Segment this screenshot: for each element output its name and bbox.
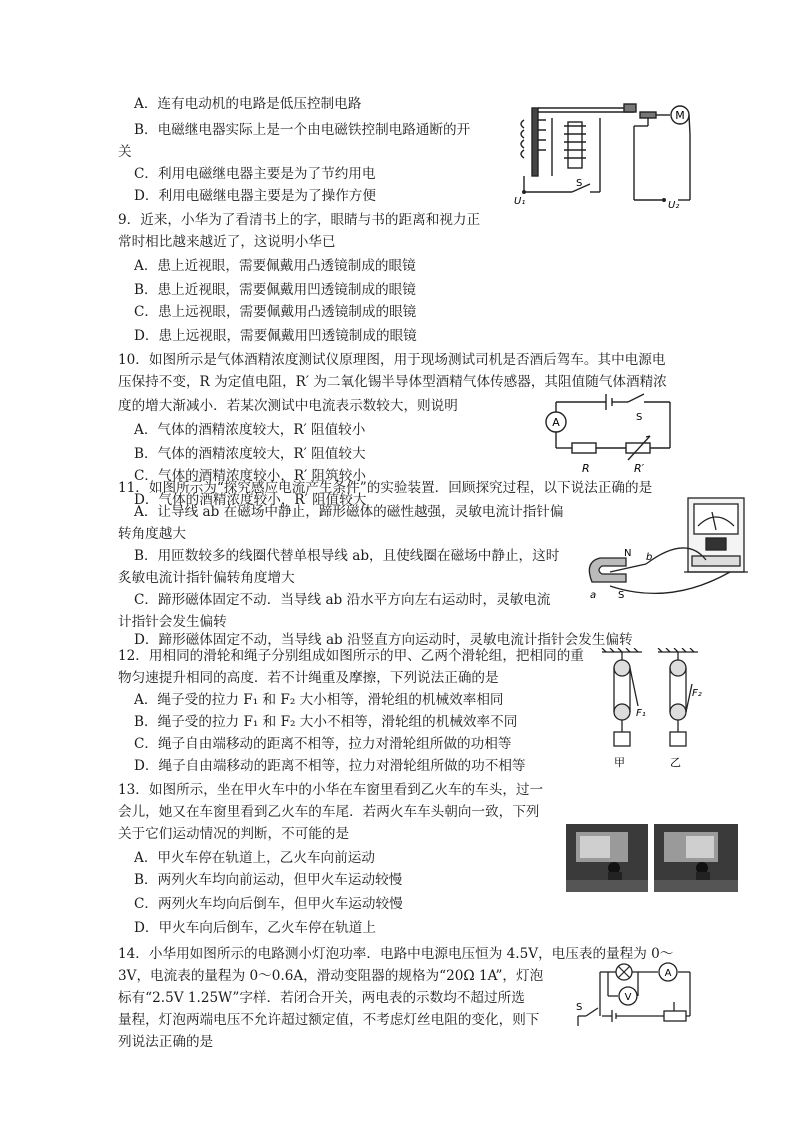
q12-option-a: A．绳子受的拉力 F₁ 和 F₂ 大小相等，滑轮组的机械效率相同 [134,692,504,708]
photo-1 [566,824,648,892]
q10-option-c: C．气体的酒精浓度较小，R′ 阻筑较小 [134,468,366,484]
q13-option-b: B．两列火车均向前运动，但甲火车运动较慢 [134,872,403,888]
q12-stem-cont: 物匀速提升相同的高度．若不计绳重及摩擦，下列说法正确的是 [118,670,499,686]
force-f1-label: F₁ [636,708,646,719]
relay-circuit-figure [514,100,704,212]
induction-experiment-figure [586,494,766,606]
wire-end-b-label: b [646,552,653,563]
force-f2-label: F₂ [692,688,702,699]
ammeter-label: A [552,416,560,429]
q11-option-c-cont: 计指针会发生偏转 [118,614,227,630]
q8-option-b-cont: 关 [118,144,132,160]
sensor-r-prime-label: R′ [634,462,645,475]
wire-end-a-label: a [590,590,597,601]
train-window-photos-figure [566,824,738,892]
q10-stem: 10．如图所示是气体酒精浓度测试仪原理图，用于现场测试司机是否酒后驾车。其中电源电 [118,352,666,368]
q11-option-c: C．蹄形磁体固定不动．当导线 ab 沿水平方向左右运动时，灵敏电流 [134,592,551,608]
q9-option-c: C．患上远视眼，需要佩戴用凸透镜制成的眼镜 [134,304,417,320]
q11-option-b-cont: 炙敏电流计指针偏转角度增大 [118,570,295,586]
q9-option-d: D．患上远视眼，需要佩戴用凹透镜制成的眼镜 [134,328,417,344]
q9-stem: 9．近来，小华为了看清书上的字，眼睛与书的距离和视力正 [118,212,481,228]
q9-option-a: A．患上近视眼，需要佩戴用凸透镜制成的眼镜 [134,258,416,274]
q10-option-d: D．气体的酒精浓度较小，R′ 阻值较大 [134,492,367,508]
u2-label: U₂ [668,200,680,211]
q12-option-c: C．绳子自由端移动的距离不相等，拉力对滑轮组所做的功相等 [134,736,512,752]
q8-option-d: D．利用电磁继电器主要是为了操作方便 [134,188,376,204]
pulley-jia-label: 甲 [614,756,625,769]
q11-stem: 11．如图所示为“探究感应电流产生条件”的实验装置．回顾探究过程，以下说法正确的是 [118,480,653,496]
q10-option-a: A．气体的酒精浓度较大，R′ 阻值较小 [134,422,366,438]
motor-label: M [675,109,685,122]
q14-switch-label: S [576,1002,583,1013]
pulley-yi-label: 乙 [670,756,681,769]
q10-option-b: B．气体的酒精浓度较大，R′ 阻值较大 [134,446,366,462]
q14-stem-cont-1: 3V，电流表的量程为 0～0.6A，滑动变阻器的规格为“20Ω 1A”，灯泡 [118,968,544,984]
q12-option-d: D．绳子自由端移动的距离不相等，拉力对滑轮组所做的功不相等 [134,758,526,774]
lamp-power-circuit-figure [572,962,702,1030]
q13-stem-cont-2: 关于它们运动情况的判断，不可能的是 [118,826,350,842]
q14-stem-cont-4: 列说法正确的是 [118,1034,214,1050]
alcohol-tester-circuit-figure [540,392,680,480]
q14-stem-cont-2: 标有“2.5V 1.25W”字样．若闭合开关，两电表的示数均不超过所选 [118,990,525,1006]
q13-stem: 13．如图所示，坐在甲火车中的小华在车窗里看到乙火车的车头，过一 [118,782,544,798]
q10-stem-cont-2: 度的增大渐减小．若某次测试中电流表示数较大，则说明 [118,398,458,414]
north-pole-label: N [624,548,632,559]
q13-option-d: D．甲火车向后倒车，乙火车停在轨道上 [134,920,376,936]
u1-label: U₁ [514,196,526,207]
q9-stem-cont: 常时相比越来越近了，这说明小华已 [118,234,336,250]
q11-option-a: A．让导线 ab 在磁场中静止，蹄形磁体的磁性越强，灵敏电流计指针偏 [134,504,564,520]
resistor-r-label: R [582,462,590,475]
switch-label: S [636,412,643,423]
q14-ammeter-label: A [664,968,672,979]
south-pole-label: S [618,590,625,601]
q13-option-a: A．甲火车停在轨道上，乙火车向前运动 [134,850,375,866]
q11-option-d: D．蹄形磁体固定不动，当导线 ab 沿竖直方向运动时，灵敏电流计指针会发生偏转 [134,632,633,648]
q12-option-b: B．绳子受的拉力 F₁ 和 F₂ 大小不相等，滑轮组的机械效率不同 [134,714,518,730]
voltmeter-label: V [624,992,632,1003]
q11-option-b: B．用匝数较多的线圈代替单根导线 ab，且使线圈在磁场中静止，这时 [134,548,560,564]
q12-stem: 12．用相同的滑轮和绳子分别组成如图所示的甲、乙两个滑轮组，把相同的重 [118,648,584,664]
q8-option-a: A．连有电动机的电路是低压控制电路 [134,96,362,112]
q9-option-b: B．患上近视眼，需要佩戴用凹透镜制成的眼镜 [134,282,416,298]
photo-2 [654,824,738,892]
pulley-systems-figure [598,648,708,772]
q13-stem-cont-1: 会儿，她又在车窗里看到乙火车的车尾．若两火车车头朝向一致，下列 [118,804,540,820]
q8-option-b: B．电磁继电器实际上是一个由电磁铁控制电路通断的开 [134,122,471,138]
relay-switch-label: S [576,178,583,189]
q13-option-c: C．两列火车均向后倒车，但甲火车运动较慢 [134,896,403,912]
q11-option-a-cont: 转角度越大 [118,526,186,542]
q14-stem: 14．小华用如图所示的电路测小灯泡功率．电路中电源电压恒为 4.5V，电压表的量程为 0～ [118,946,674,962]
q8-option-c: C．利用电磁继电器主要是为了节约用电 [134,166,376,182]
q10-stem-cont-1: 压保持不变，R 为定值电阻，R′ 为二氧化锡半导体型酒精气体传感器，其阻值随气体酒精浓 [118,374,667,390]
q14-stem-cont-3: 量程，灯泡两端电压不允许超过额定值，不考虑灯丝电阻的变化，则下 [118,1012,540,1028]
